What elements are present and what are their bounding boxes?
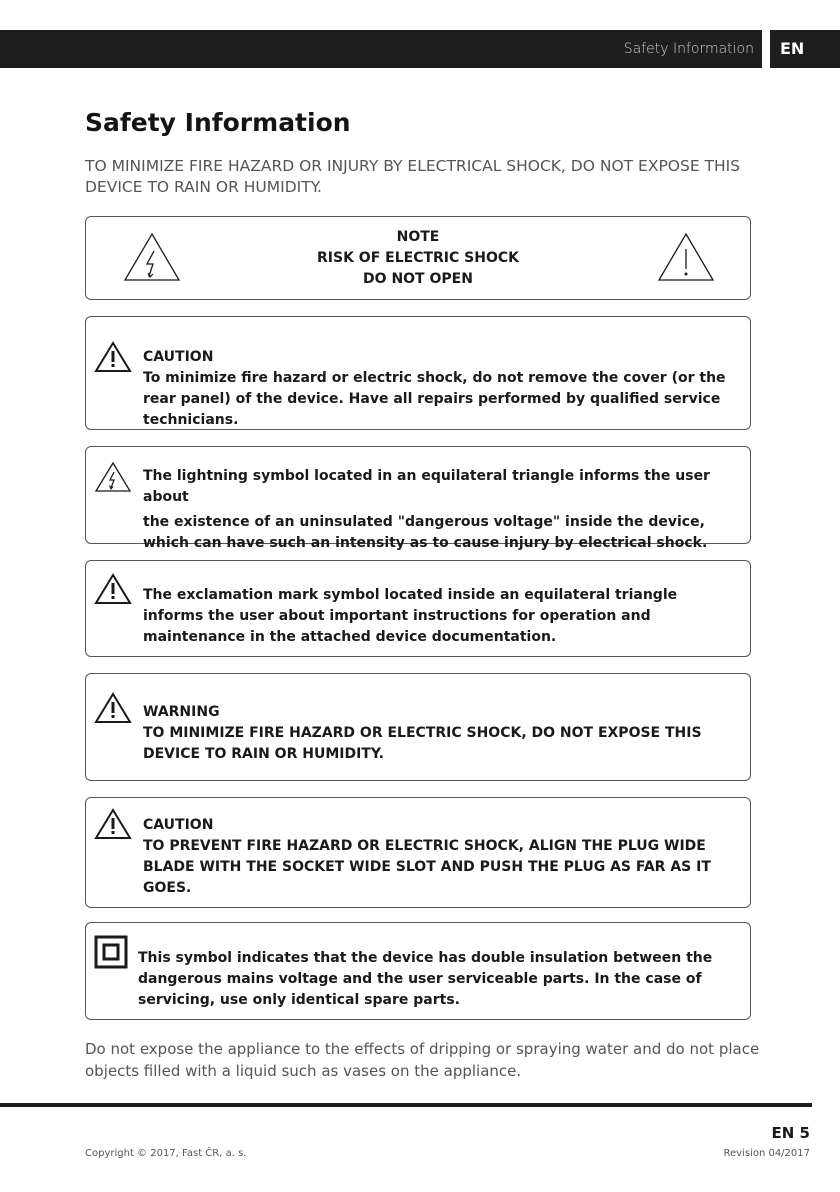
double-insulation-icon [94, 935, 128, 969]
exclamation-triangle-icon [94, 692, 132, 724]
revision: Revision 04/2017 [723, 1148, 810, 1159]
note-do-not-open: DO NOT OPEN [363, 271, 473, 287]
intro-warning: TO MINIMIZE FIRE HAZARD OR INJURY BY ELECTRICAL SHOCK, DO NOT EXPOSE THIS DEVICE TO RAIN OR HUMIDITY. [85, 157, 741, 196]
caution-cover-box [85, 316, 751, 430]
page-number: EN 5 [771, 1124, 810, 1142]
copyright: Copyright © 2017, Fast ČR, a. s. [85, 1148, 247, 1159]
exclamation-triangle-icon [94, 573, 132, 605]
caution-plug-heading: CAUTION [143, 817, 214, 833]
warning-body: TO MINIMIZE FIRE HAZARD OR ELECTRIC SHOCK, DO NOT EXPOSE THIS DEVICE TO RAIN OR HUMIDITY. [143, 725, 702, 762]
language-tab: EN [770, 30, 840, 68]
warning-heading: WARNING [143, 704, 220, 720]
lightning-info-line1: The lightning symbol located in an equilateral triangle informs the user about [143, 468, 710, 505]
caution-cover-heading: CAUTION [143, 349, 214, 365]
exclamation-triangle-icon [94, 341, 132, 373]
note-risk-line: RISK OF ELECTRIC SHOCK [317, 250, 519, 266]
footer-rule [0, 1103, 812, 1107]
closing-paragraph: Do not expose the appliance to the effects of dripping or spraying water and do not place objects filled with a liquid such as vases on the appliance. [85, 1040, 760, 1080]
double-insulation-box [85, 922, 751, 1020]
double-insulation-body: This symbol indicates that the device has double insulation between the dangerous mains voltage and the user serviceable parts. In the case of servicing, use only identical spare parts. [138, 950, 713, 1008]
lightning-triangle-icon [94, 461, 132, 493]
note-heading: NOTE [396, 229, 440, 245]
exclamation-triangle-icon [656, 231, 716, 283]
note-box [85, 216, 751, 300]
page-title: Safety Information [85, 108, 351, 137]
caution-cover-body: To minimize fire hazard or electric shock, do not remove the cover (or the rear panel) of the device. Have all repairs performed by qualified service technicians. [143, 370, 726, 428]
caution-plug-body: TO PREVENT FIRE HAZARD OR ELECTRIC SHOCK, ALIGN THE PLUG WIDE BLADE WITH THE SOCKET WIDE SLOT AND PUSH THE PLUG AS FAR AS IT GOES. [143, 838, 711, 896]
exclamation-triangle-icon [94, 808, 132, 840]
warning-box [85, 673, 751, 781]
caution-plug-box [85, 797, 751, 908]
exclamation-info-body: The exclamation mark symbol located inside an equilateral triangle informs the user about important instructions for operation and maintenance in the attached device documentation. [143, 587, 678, 645]
lightning-info-box [85, 446, 751, 551]
lightning-info-body: the existence of an uninsulated "dangerous voltage" inside the device, which can have such an intensity as to cause injury by electrical shock. [143, 514, 708, 551]
header-section-title: Safety Information [623, 41, 754, 57]
exclamation-info-box [85, 560, 751, 657]
